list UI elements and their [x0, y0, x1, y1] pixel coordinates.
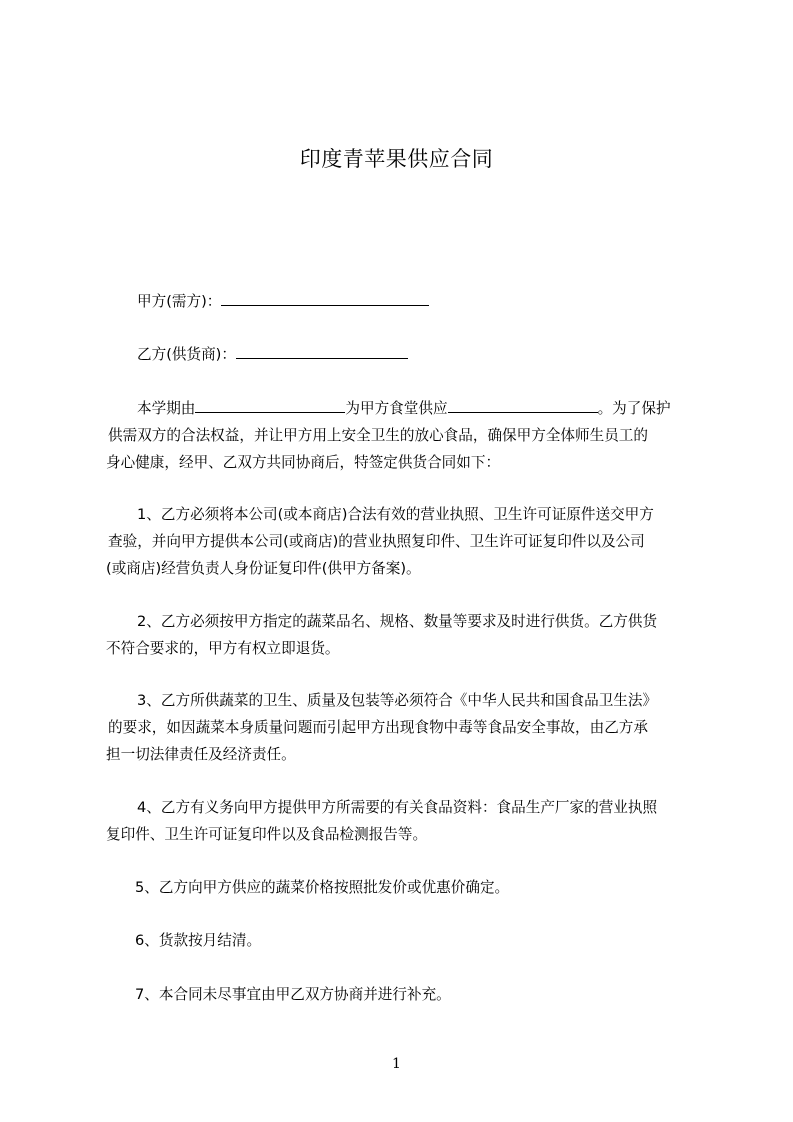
- clause-1-line-2: 查验，并向甲方提供本公司(或商店)的营业执照复印件、卫生许可证复印件以及公司: [108, 533, 645, 550]
- party-a-blank[interactable]: [221, 291, 429, 306]
- party-a-line: [137, 291, 741, 312]
- clause-3-line-1: 3、乙方所供蔬菜的卫生、质量及包装等必须符合《中华人民共和国食品卫生法》: [137, 692, 658, 709]
- clause-1-line-1: 1、乙方必须将本公司(或本商店)合法有效的营业执照、卫生许可证原件送交甲方: [137, 506, 654, 523]
- clause-7-line-1: 7、本合同未尽事宜由甲乙双方协商并进行补充。: [135, 986, 451, 1003]
- party-b-blank[interactable]: [236, 344, 408, 359]
- clause-2-line-2: 不符合要求的，甲方有权立即退货。: [106, 640, 340, 657]
- intro-text-a: 本学期由: [137, 400, 196, 417]
- clause-4-line-2: 复印件、卫生许可证复印件以及食品检测报告等。: [106, 826, 428, 843]
- clause-2-line-1: 2、乙方必须按甲方指定的蔬菜品名、规格、数量等要求及时进行供货。乙方供货: [137, 613, 658, 630]
- school-blank[interactable]: [195, 398, 345, 413]
- intro-line-3: 身心健康，经甲、乙双方共同协商后，特签定供货合同如下：: [106, 454, 501, 471]
- clause-6-line-1: 6、货款按月结清。: [135, 932, 262, 949]
- document-title: 印度青苹果供应合同: [299, 147, 494, 171]
- intro-text-b: 为甲方食堂供应: [345, 400, 448, 417]
- clause-5-line-1: 5、乙方向甲方供应的蔬菜价格按照批发价或优惠价确定。: [135, 879, 510, 896]
- intro-line-1: [137, 398, 741, 419]
- intro-line-2: 供需双方的合法权益，并让甲方用上安全卫生的放心食品，确保甲方全体师生员工的: [108, 427, 648, 444]
- clause-3-line-3: 担一切法律责任及经济责任。: [106, 746, 296, 763]
- clause-4-line-1: 4、乙方有义务向甲方提供甲方所需要的有关食品资料：食品生产厂家的营业执照: [137, 799, 658, 816]
- intro-text-c: 。为了保护: [597, 400, 671, 417]
- party-b-line: [137, 344, 741, 365]
- clause-3-line-2: 的要求，如因蔬菜本身质量问题而引起甲方出现食物中毒等食品安全事故，由乙方承: [108, 719, 648, 736]
- product-blank[interactable]: [448, 398, 598, 413]
- party-a-label: 甲方(需方)：: [137, 293, 222, 310]
- party-b-label: 乙方(供货商)：: [137, 346, 236, 363]
- clause-1-line-3: (或商店)经营负责人身份证复印件(供甲方备案)。: [106, 560, 421, 577]
- page-number: 1: [392, 1056, 401, 1072]
